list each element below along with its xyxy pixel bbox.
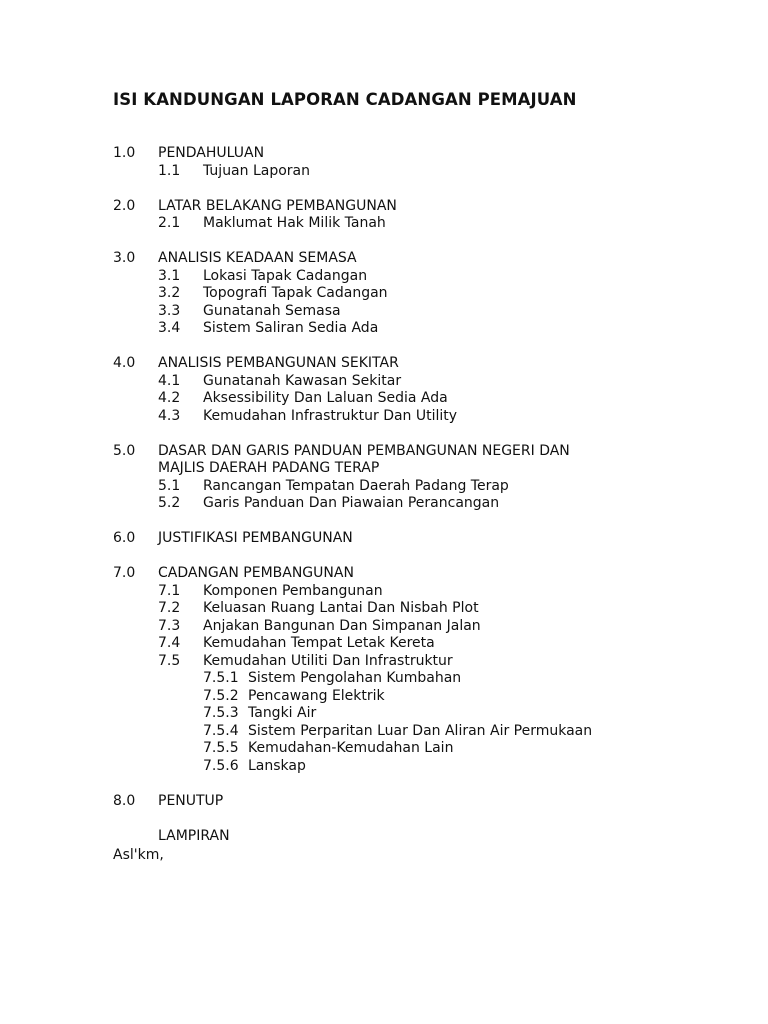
toc-entry-number: 1.1 xyxy=(158,162,181,179)
toc-entry-number: 3.3 xyxy=(158,302,181,319)
toc-entry-text: Lokasi Tapak Cadangan xyxy=(203,267,368,284)
toc-entry-level-2 xyxy=(113,478,753,496)
toc-entry-level-1 xyxy=(113,530,753,548)
toc-entry-level-3 xyxy=(113,723,753,741)
toc-entry-text: Pencawang Elektrik xyxy=(248,687,385,704)
toc-entry-number: 7.5.6 xyxy=(203,757,239,774)
toc-entry-number: 4.3 xyxy=(158,407,181,424)
toc-entry-level-1 xyxy=(113,145,753,163)
toc-entry-number: 7.4 xyxy=(158,635,181,651)
toc-entry-number: 5.1 xyxy=(158,477,181,494)
toc-spacer xyxy=(113,513,753,531)
toc-entry-text: Anjakan Bangunan Dan Simpanan Jalan xyxy=(203,617,481,634)
toc-entry-text: Sistem Pengolahan Kumbahan xyxy=(248,670,462,686)
toc-entry-text: Maklumat Hak Milik Tanah xyxy=(203,215,386,231)
toc-entry-text: LATAR BELAKANG PEMBANGUNAN xyxy=(158,197,397,214)
toc-entry-level-2 xyxy=(113,635,753,653)
toc-entry-level-3 xyxy=(113,758,753,776)
toc-entry-level-2 xyxy=(113,268,753,286)
toc-entry-level-2 xyxy=(113,495,753,513)
toc-entry-level-2 xyxy=(113,215,753,233)
toc-entry-number: 8.0 xyxy=(113,792,136,809)
toc-entry-text: Sistem Saliran Sedia Ada xyxy=(203,320,379,336)
signoff-text: Asl'km, xyxy=(113,847,164,863)
toc-entry-text: Rancangan Tempatan Daerah Padang Terap xyxy=(203,477,509,494)
toc-continuation-line xyxy=(113,460,753,478)
toc-entry-level-1 xyxy=(113,198,753,216)
toc-entry-number: 3.4 xyxy=(158,320,181,336)
toc-entry-level-3 xyxy=(113,740,753,758)
toc-continuation-line xyxy=(113,828,753,846)
toc-entry-text: Garis Panduan Dan Piawaian Perancangan xyxy=(203,495,500,511)
toc-entry-text: PENDAHULUAN xyxy=(158,145,265,161)
toc-spacer xyxy=(113,233,753,251)
toc-entry-text: Gunatanah Semasa xyxy=(203,302,341,319)
toc-entry-text: Aksessibility Dan Laluan Sedia Ada xyxy=(203,390,448,406)
toc-entry-number: 7.5.5 xyxy=(203,740,239,756)
toc-entry-level-1 xyxy=(113,443,753,461)
toc-entry-number: 2.0 xyxy=(113,197,136,214)
toc-entry-text: Topografi Tapak Cadangan xyxy=(203,285,388,301)
toc-entry-text: Komponen Pembangunan xyxy=(203,582,383,599)
toc-entry-number: 4.2 xyxy=(158,390,181,406)
toc-entry-level-2 xyxy=(113,618,753,636)
toc-entry-text: Gunatanah Kawasan Sekitar xyxy=(203,372,402,389)
toc-entry-number: 3.2 xyxy=(158,285,181,301)
toc-entry-number: 4.1 xyxy=(158,372,181,389)
toc-entry-text: Kemudahan Utiliti Dan Infrastruktur xyxy=(203,652,453,669)
toc-entry-text: Kemudahan Infrastruktur Dan Utility xyxy=(203,407,458,424)
toc-entry-number: 2.1 xyxy=(158,215,181,231)
toc-entry-level-3 xyxy=(113,688,753,706)
toc-spacer xyxy=(113,810,753,828)
toc-entry-number: 1.0 xyxy=(113,145,136,161)
toc-entry-level-1 xyxy=(113,355,753,373)
toc-entry-text: LAMPIRAN xyxy=(158,827,230,844)
toc-entry-text: Keluasan Ruang Lantai Dan Nisbah Plot xyxy=(203,600,479,616)
toc-entry-number: 7.5.2 xyxy=(203,687,239,704)
table-of-contents xyxy=(113,145,753,845)
toc-entry-number: 5.0 xyxy=(113,442,136,459)
toc-entry-number: 7.1 xyxy=(158,582,181,599)
toc-entry-text: JUSTIFIKASI PEMBANGUNAN xyxy=(158,530,353,546)
toc-entry-number: 7.2 xyxy=(158,600,181,616)
toc-entry-level-1 xyxy=(113,565,753,583)
toc-entry-level-2 xyxy=(113,320,753,338)
toc-entry-number: 4.0 xyxy=(113,355,136,371)
toc-spacer xyxy=(113,775,753,793)
toc-entry-level-2 xyxy=(113,373,753,391)
toc-entry-text: ANALISIS PEMBANGUNAN SEKITAR xyxy=(158,355,399,371)
toc-entry-number: 7.5.1 xyxy=(203,670,239,686)
toc-entry-number: 3.1 xyxy=(158,267,181,284)
toc-entry-number: 7.5.3 xyxy=(203,705,239,721)
toc-entry-number: 7.5 xyxy=(158,652,181,669)
toc-spacer xyxy=(113,338,753,356)
toc-entry-number: 3.0 xyxy=(113,250,136,266)
toc-entry-text: CADANGAN PEMBANGUNAN xyxy=(158,565,354,581)
toc-entry-text: Kemudahan-Kemudahan Lain xyxy=(248,740,454,756)
toc-entry-level-2 xyxy=(113,583,753,601)
toc-spacer xyxy=(113,425,753,443)
toc-entry-level-3 xyxy=(113,705,753,723)
document-title: ISI KANDUNGAN LAPORAN CADANGAN PEMAJUAN xyxy=(113,90,577,109)
toc-entry-level-2 xyxy=(113,653,753,671)
toc-entry-text: Sistem Perparitan Luar Dan Aliran Air Permukaan xyxy=(248,722,593,739)
toc-entry-level-2 xyxy=(113,408,753,426)
toc-entry-text: ANALISIS KEADAAN SEMASA xyxy=(158,250,357,266)
toc-spacer xyxy=(113,548,753,566)
toc-entry-number: 7.0 xyxy=(113,565,136,581)
toc-entry-level-1 xyxy=(113,793,753,811)
toc-entry-level-2 xyxy=(113,285,753,303)
toc-entry-level-2 xyxy=(113,600,753,618)
toc-entry-text: Kemudahan Tempat Letak Kereta xyxy=(203,635,435,651)
toc-entry-number: 5.2 xyxy=(158,495,181,511)
toc-entry-text: PENUTUP xyxy=(158,792,224,809)
toc-entry-level-3 xyxy=(113,670,753,688)
toc-entry-text: DASAR DAN GARIS PANDUAN PEMBANGUNAN NEGERI DAN xyxy=(158,442,570,459)
toc-entry-text: Tangki Air xyxy=(248,705,317,721)
toc-entry-number: 7.3 xyxy=(158,617,181,634)
toc-entry-text: MAJLIS DAERAH PADANG TERAP xyxy=(158,460,380,476)
toc-entry-number: 7.5.4 xyxy=(203,722,239,739)
toc-entry-level-2 xyxy=(113,303,753,321)
toc-entry-level-2 xyxy=(113,163,753,181)
toc-entry-level-2 xyxy=(113,390,753,408)
toc-entry-number: 6.0 xyxy=(113,530,136,546)
toc-entry-level-1 xyxy=(113,250,753,268)
toc-entry-text: Lanskap xyxy=(248,757,306,774)
toc-spacer xyxy=(113,180,753,198)
toc-entry-text: Tujuan Laporan xyxy=(203,162,311,179)
